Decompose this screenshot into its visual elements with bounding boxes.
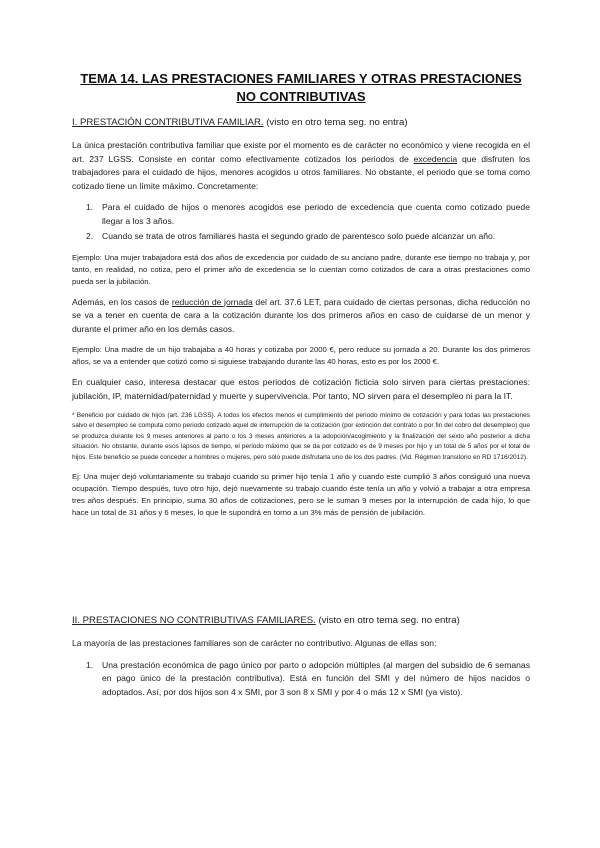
section-2-list — [72, 659, 530, 700]
section-2-heading-text: II. PRESTACIONES NO CONTRIBUTIVAS FAMILIARES. — [72, 615, 316, 626]
list-item-number: 2. — [86, 231, 94, 241]
list-item-text: Cuando se trata de otros familiares hasta el segundo grado de parentesco solo puede alcanzar un año. — [102, 231, 496, 241]
reduccion-part-b: del art. 37.6 LET, para cuidado de ciertas personas, dicha reducción no se va a tener en cuenta de cara a la cotización durante los dos primeros años en caso de cuidarse de un menor y durante el primer año en los demás casos. — [72, 296, 530, 334]
section-2-intro: La mayoría de las prestaciones familiares son de carácter no contributivo. Algunas de ellas son: — [72, 638, 437, 648]
list-item-number: 1. — [86, 202, 94, 212]
title-line-2: NO CONTRIBUTIVAS — [236, 89, 366, 104]
section-1-list — [72, 201, 530, 244]
list-item — [72, 659, 530, 700]
list-item-text: Para el cuidado de hijos o menores acogidos ese periodo de excedencia que cuenta como cotizado puede llegar a los 3 años. — [102, 202, 530, 226]
section-1-heading-note: (visto en otro tema seg. no entra) — [263, 117, 408, 128]
section-2-heading-note: (visto en otro tema seg. no entra) — [315, 615, 460, 626]
list-item-text: Una prestación económica de pago único por parto o adopción múltiples (al margen del subsidio de 6 semanas en pago único de la prestación contributiva). Está en función del SMI y del número de hijos nacidos o adoptados. Así, por dos hijos son 4 x SMI, por 3 son 8 x SMI y por 4 o más 12 x SMI (ya visto). — [102, 659, 530, 697]
reduccion-part-a: Además, en los casos de — [72, 296, 172, 307]
title-line-1: TEMA 14. LAS PRESTACIONES FAMILIARES Y OTRAS PRESTACIONES — [80, 71, 522, 86]
reduccion-term: reducción de jornada — [171, 296, 253, 307]
cotizacion-ficticia-paragraph: En cualquier caso, interesa destacar que estos periodos de cotización ficticia solo sirven para ciertas prestaciones: jubilación, IP, maternidad/paternidad y muerte y supervivencia. Por tanto, NO sirven para el desempleo ni para la IT. — [72, 377, 530, 401]
list-item — [72, 201, 530, 228]
document-page-section-2 — [72, 614, 530, 707]
section-2-heading — [72, 614, 530, 627]
example-hijos: Ej: Una mujer dejó voluntariamente su trabajo cuando su primer hijo tenía 1 año y cuando este cumplió 3 años consiguió una nueva ocupación. Tiempo después, tuvo otro hijo, dejó nuevamente su trabajo cuando éste tenía un año y volvió a trabajar a otra empresa tres años después. En principio, suma 30 años de cotizaciones, pero se le suman 9 meses por la interrupción de cada hijo, lo que hace un total de 31 años y 6 meses, lo que le supondrá en torno a un 3% más de pensión de jubilación. — [72, 472, 530, 518]
document-page — [72, 70, 530, 527]
page-title — [72, 70, 530, 106]
footnote-beneficio: * Beneficio por cuidado de hijos (art. 236 LGSS). A todos los efectos menos el cumplimiento del periodo mínimo de cotización y para todas las prestaciones salvo el desempleo se computa como periodo cotizado aquel de interrupción de la cotización (por extinción del contrato o por fin del cobro del desempleo) que se produzca durante los 9 meses anteriores al parto o los 3 meses anteriores a la adopción/acogimiento y la finalización del sexto año posterior a dicha situación. No obstante, durante esos lapsos de tiempo, el periodo máximo que se da por cotizado es de 9 meses por hijo y un total de 5 años por el total de hijos. Este beneficio se puede conceder a hombres o mujeres, pero sólo puede disfrutarla uno de los dos padres. (Vid. Régimen transitorio en RD 1716/2012). — [72, 412, 530, 461]
section-1-intro — [72, 139, 530, 193]
list-item — [72, 230, 530, 244]
example-excedencia: Ejemplo: Una mujer trabajadora está dos años de excedencia por cuidado de su anciano padre, durante ese tiempo no trabaja y, por tanto, en realidad, no cotiza, pero el primer año de excedencia se lo cuentan como cotizados de cara a otras prestaciones como pueda ser la jubilación. — [72, 252, 530, 286]
intro-part-a: La única prestación contributiva familiar que existe por el momento es de carácter no económico y viene recogida en el art. 237 LGSS. Consiste en contar como efectivamente cotizados los periodos de — [72, 140, 530, 164]
section-1-heading — [72, 116, 530, 129]
example-reduccion: Ejemplo: Una madre de un hijo trabajaba a 40 horas y cotizaba por 2000 €, pero reduce su jornada a 20. Durante los dos primeros años, se va a entender que cotizó como si siguiese trabajando durante las 40 horas, esto es por los 2000 €. — [72, 345, 530, 366]
intro-term-excedencia: excedencia — [413, 153, 458, 164]
intro-part-b: que disfruten los trabajadores para el cuidado de hijos, menores acogidos u otros familiares. No obstante, el periodo que se toma como cotizado tiene un límite máximo. Concretamente: — [72, 153, 530, 191]
section-1-heading-text: I. PRESTACIÓN CONTRIBUTIVA FAMILIAR. — [72, 117, 264, 128]
list-item-number: 1. — [86, 659, 94, 670]
reduccion-paragraph — [72, 296, 530, 337]
